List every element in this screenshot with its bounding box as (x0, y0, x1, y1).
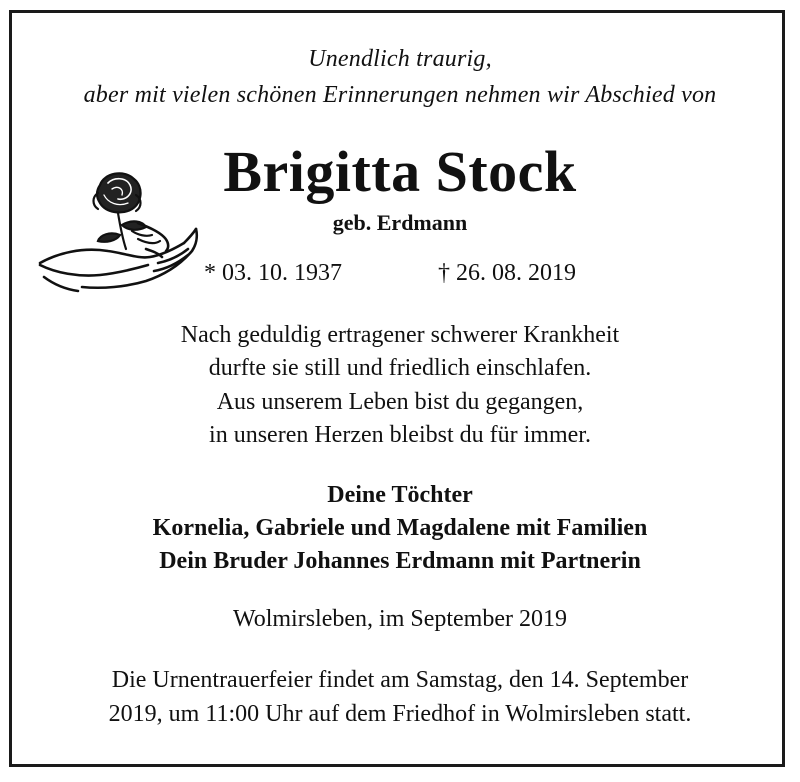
intro-line-2: aber mit vielen schönen Erinnerungen nehmen wir Abschied von (83, 82, 717, 108)
mourners-line-1: Deine Töchter (327, 482, 473, 508)
intro-line-1: Unendlich traurig, (308, 46, 492, 72)
death-date: † 26. 08. 2019 (438, 260, 576, 286)
funeral-notice-line-1: Die Urnentrauerfeier findet am Samstag, den 14. September (111, 667, 689, 693)
mourners-line-2: Kornelia, Gabriele und Magdalene mit Familien (152, 515, 648, 541)
mourners-line-3: Dein Bruder Johannes Erdmann mit Partnerin (159, 548, 641, 574)
maiden-name: geb. Erdmann (332, 210, 468, 235)
poem-line-3: Aus unserem Leben bist du gegangen, (216, 389, 584, 415)
poem-line-4: in unseren Herzen bleibst du für immer. (209, 422, 591, 448)
funeral-notice-line-2: 2019, um 11:00 Uhr auf dem Friedhof in Wolmirsleben statt. (108, 701, 692, 727)
deceased-name: Brigitta Stock (223, 139, 577, 204)
poem-line-2: durfte sie still und friedlich einschlafen. (208, 355, 592, 381)
poem-line-1: Nach geduldig ertragener schwerer Krankheit (180, 322, 620, 348)
birth-date: * 03. 10. 1937 (204, 260, 342, 286)
place-and-date: Wolmirsleben, im September 2019 (232, 606, 567, 632)
